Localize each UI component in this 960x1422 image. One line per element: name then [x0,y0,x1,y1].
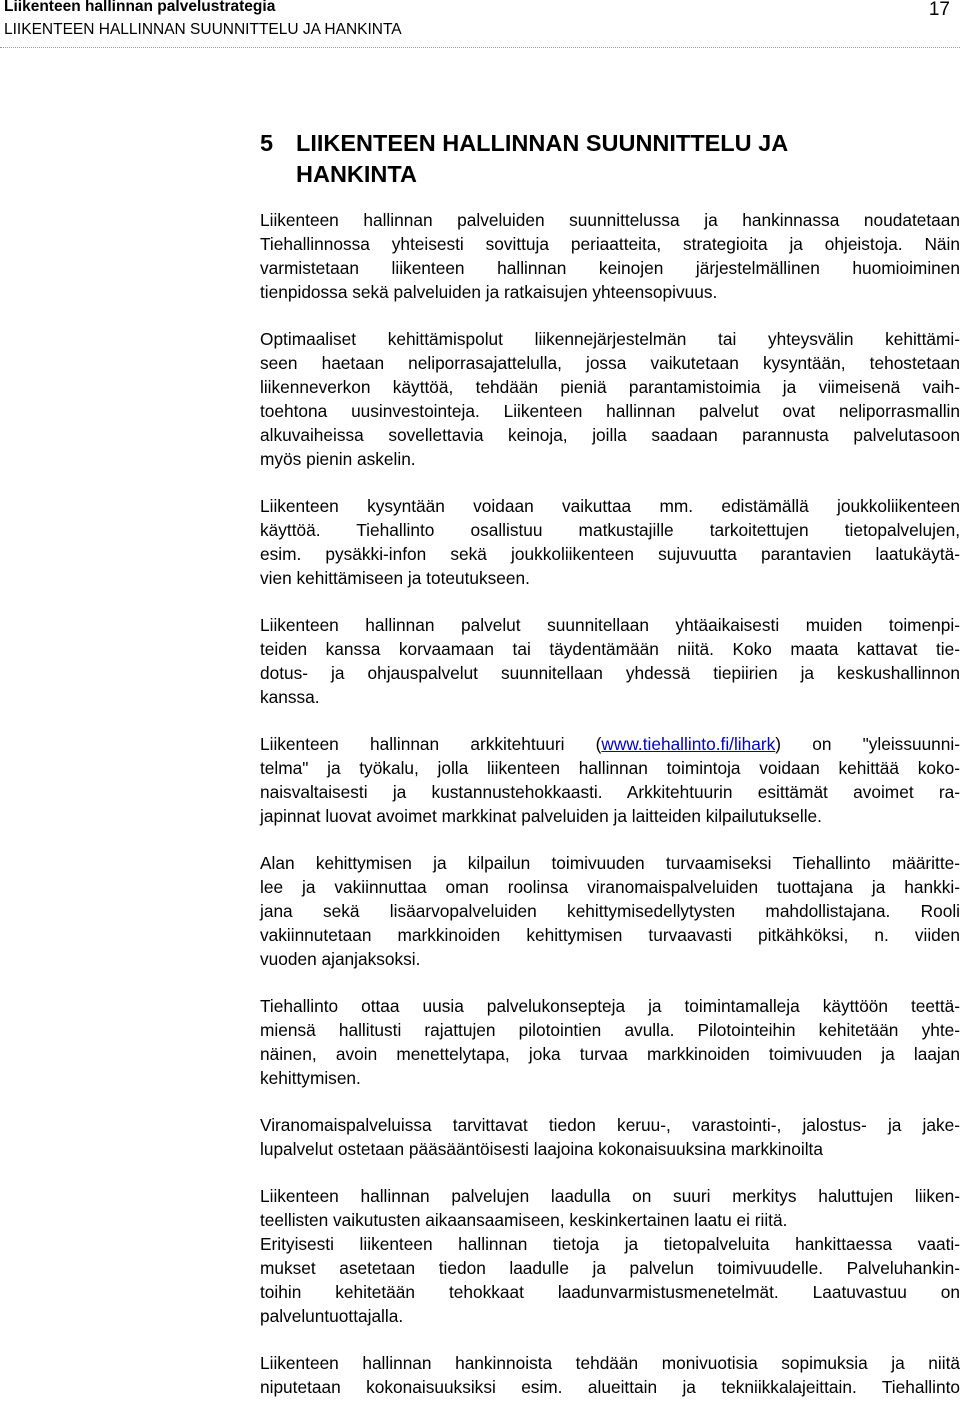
text-line: Liikenteen hallinnan palvelut suunnitellaan yhtäaikaisesti muiden toimenpi- [260,615,960,635]
text-line: Liikenteen hallinnan palvelujen laadulla on suuri merkitys haluttujen liiken- [260,1186,960,1206]
page-header [0,0,960,50]
text-line: lee ja vakiinnuttaa oman roolinsa viranomaispalveluiden tuottajana ja hankki- [260,877,960,897]
text-line: myös pienin askelin. [260,449,416,469]
text-line: toehtona uusinvestointeja. Liikenteen hallinnan palvelut ovat neliporrasmallin [260,401,960,421]
paragraph [260,1232,960,1328]
text-line: käyttöä. Tiehallinto osallistuu matkustajille tarkoitettujen tietopalvelujen, [260,520,960,540]
text-line: näinen, avoin menettelytapa, joka turvaa markkinoiden toimivuuden ja laajan [260,1044,960,1064]
chapter-title-line-1: LIIKENTEEN HALLINNAN SUUNNITTELU JA [296,130,789,156]
text-line: niputetaan kokonaisuuksiksi esim. alueittain ja tekniikkalajeittain. Tiehallinto [260,1377,960,1397]
text-line: Tiehallinto ottaa uusia palvelukonsepteja ja toimintamalleja käyttöön teettä- [260,996,960,1016]
text-line: mukset asetetaan tiedon laadulle ja palvelun toimivuudelle. Palveluhankin- [260,1258,960,1278]
text-line: miensä hallitusti rajattujen pilotointien avulla. Pilotointeihin kehitetään yhte- [260,1020,960,1040]
text-line: Erityisesti liikenteen hallinnan tietoja ja tietopalveluita hankittaessa vaati- [260,1234,960,1254]
text-line: japinnat luovat avoimet markkinat palveluiden ja laitteiden kilpailutukselle. [260,806,822,826]
text-line: teiden kanssa korvaamaan tai täydentämään niitä. Koko maata kattavat tie- [260,639,960,659]
text-line: Liikenteen kysyntään voidaan vaikuttaa mm. edistämällä joukkoliikenteen [260,496,960,516]
text-line: vuoden ajanjaksoksi. [260,949,421,969]
text-line: Viranomaispalveluissa tarvittavat tiedon keruu-, varastointi-, jalostus- ja jake- [260,1115,960,1135]
text-line: dotus- ja ohjauspalvelut suunnitellaan yhdessä tiepiirien ja keskushallinnon [260,663,960,683]
document-title: Liikenteen hallinnan palvelustrategia [4,0,276,15]
chapter-number: 5 [260,130,274,156]
paragraph [260,613,960,709]
text-line: varmistetaan liikenteen hallinnan keinojen järjestelmällinen huomioiminen [260,258,960,278]
text-line: tienpidossa sekä palveluiden ja ratkaisujen yhteensopivuus. [260,282,718,302]
text-line: Alan kehittymisen ja kilpailun toimivuuden turvaamiseksi Tiehallinto määritte- [260,853,960,873]
chapter-title-line-2: HANKINTA [296,161,417,187]
chapter-heading [260,128,940,190]
text-line: lupalvelut ostetaan pääsääntöisesti laajoina kokonaisuuksina markkinoilta [260,1139,823,1159]
text-line: Optimaaliset kehittämispolut liikennejärjestelmän tai yhteysvälin kehittämi- [260,329,960,349]
paragraph [260,494,960,590]
text-line: jana sekä lisäarvopalveluiden kehittymisedellytysten mahdollistajana. Rooli [260,901,960,921]
paragraph [260,994,960,1090]
link-line-after: ) on "yleissuunni- [775,734,960,754]
paragraph [260,1351,960,1399]
paragraph [260,1113,960,1161]
text-line: palveluntuottajalla. [260,1306,404,1326]
link-line-before: Liikenteen hallinnan arkkitehtuuri ( [260,734,602,754]
text-line: Liikenteen hallinnan palveluiden suunnittelussa ja hankinnassa noudatetaan [260,210,960,230]
paragraph [260,732,960,828]
paragraph [260,208,960,304]
text-line: telma" ja työkalu, jolla liikenteen hallinnan toimintoja voidaan kehittää koko- [260,758,960,778]
header-divider [0,47,960,48]
architecture-link[interactable]: www.tiehallinto.fi/lihark [601,734,776,754]
text-line: naisvaltaisesti ja kustannustehokkaasti. Arkkitehtuurin esittämät avoimet ra- [260,782,960,802]
text-line: kehittymisen. [260,1068,361,1088]
paragraph [260,327,960,471]
body-text [260,208,960,1422]
text-line: vien kehittämiseen ja toteutukseen. [260,568,530,588]
text-line: alkuvaiheissa sovellettavia keinoja, joilla saadaan parannusta palvelutasoon [260,425,960,445]
paragraph [260,851,960,971]
text-line: Tiehallinnossa yhteisesti sovittuja periaatteita, strategioita ja ohjeistoja. Näin [260,234,960,254]
text-line: vakiinnutetaan markkinoiden kehittymisen turvaavasti pitkähköksi, n. viiden [260,925,960,945]
text-line: toihin kehitetään tehokkaat laadunvarmistusmenetelmät. Laatuvastuu on [260,1282,960,1302]
text-line: esim. pysäkki-infon sekä joukkoliikenteen sujuvuutta parantavien laatukäytä- [260,544,960,564]
text-line: kanssa. [260,687,320,707]
paragraph [260,1184,960,1232]
text-line [260,732,960,756]
text-line: seen haetaan neliporrasajattelulla, jossa vaikutetaan kysyntään, tehostetaan [260,353,960,373]
text-line: teellisten vaikutusten aikaansaamiseen, keskinkertainen laatu ei riitä. [260,1210,788,1230]
text-line: liikenneverkon käyttöä, tehdään pieniä parantamistoimia ja viimeisenä vaih- [260,377,960,397]
running-section-title: LIIKENTEEN HALLINNAN SUUNNITTELU JA HANKINTA [4,21,402,38]
text-line: Liikenteen hallinnan hankinnoista tehdään monivuotisia sopimuksia ja niitä [260,1353,960,1373]
page-number: 17 [928,0,950,20]
